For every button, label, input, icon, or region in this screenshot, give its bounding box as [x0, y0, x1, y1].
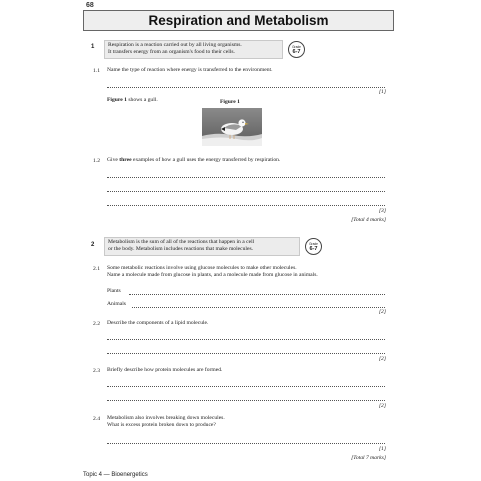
question-2-2-text: Describe the components of a lipid molecule. [107, 320, 209, 326]
question-1-intro-line1: Respiration is a reaction carried out by all living organisms. [108, 42, 242, 48]
question-2-1-text-line1: Some metabolic reactions involve using glucose molecules to make other molecules. [107, 265, 297, 271]
question-1-number: 1 [91, 44, 95, 50]
question-2-1-text-line2: Name a molecule made from glucose in plants, and a molecule made from glucose in animals. [107, 272, 318, 278]
question-2-2-number: 2.2 [93, 321, 100, 327]
question-2-intro-line1: Metabolism is the sum of all of the reactions that happen in a cell [108, 239, 255, 245]
question-2-4-text-line1: Metabolism also involves breaking down molecules. [107, 415, 225, 421]
answer-line[interactable] [107, 87, 385, 88]
title-bar [83, 10, 394, 31]
question-1-1-text: Name the type of reaction where energy is transferred to the environment. [107, 67, 273, 73]
question-1-2-text-bold: three [119, 157, 132, 163]
grade-label: Grade [309, 241, 318, 246]
question-1-1-number: 1.1 [93, 68, 100, 74]
answer-line[interactable] [107, 400, 385, 401]
figure-reference [107, 97, 158, 104]
question-2-3-text: Briefly describe how protein molecules are formed. [107, 367, 223, 373]
question-1-total: [Total 4 marks] [351, 217, 386, 223]
figure-reference-rest: shows a gull. [126, 97, 158, 103]
question-2-3-number: 2.3 [93, 368, 100, 374]
footer-topic: Topic 4 — Bioenergetics [83, 472, 148, 478]
question-2-intro-line2: or the body. Metabolism includes reactions that make molecules. [108, 246, 254, 253]
answer-line[interactable] [107, 386, 385, 387]
animals-answer-line[interactable] [132, 307, 385, 308]
page-number: 68 [86, 2, 94, 9]
question-1-1-marks: [1] [378, 89, 386, 95]
question-1-intro-box [104, 40, 283, 59]
question-1-2-text [107, 157, 280, 164]
question-2-2-marks: [2] [378, 356, 386, 362]
question-2-1-marks: [2] [378, 309, 386, 315]
plants-answer-line[interactable] [129, 294, 385, 295]
question-2-4-text-line2: What is excess protein broken down to produce? [107, 422, 216, 428]
question-2-total: [Total 7 marks] [351, 455, 386, 461]
gull-photo [202, 108, 262, 146]
question-2-number: 2 [91, 242, 95, 248]
question-2-4-marks: [1] [378, 446, 386, 452]
question-1-2-text-start: Give [107, 157, 120, 163]
question-1-intro-line2: It transfers energy from an organism's food to their cells. [108, 49, 235, 56]
question-2-intro-box [104, 237, 300, 256]
answer-line[interactable] [107, 205, 385, 206]
question-2-1-number: 2.1 [93, 266, 100, 272]
figure-reference-bold: Figure 1 [107, 97, 127, 103]
grade-label: Grade [292, 44, 301, 49]
grade-badge-q1 [288, 41, 305, 58]
grade-badge-q2 [305, 238, 322, 255]
grade-value: 6-7 [309, 245, 318, 252]
question-1-2-number: 1.2 [93, 158, 100, 164]
answer-line[interactable] [107, 339, 385, 340]
answer-line[interactable] [107, 191, 385, 192]
answer-line[interactable] [107, 443, 385, 444]
question-1-2-marks: [3] [378, 208, 386, 214]
answer-line[interactable] [107, 177, 385, 178]
grade-value: 6-7 [292, 48, 301, 55]
page-title: Respiration and Metabolism [148, 13, 329, 28]
figure-title: Figure 1 [220, 99, 240, 105]
answer-line[interactable] [107, 353, 385, 354]
question-2-3-marks: [2] [378, 403, 386, 409]
animals-label: Animals [107, 301, 126, 307]
question-1-2-text-end: examples of how a gull uses the energy transferred by respiration. [131, 157, 281, 163]
plants-label: Plants [107, 288, 121, 294]
question-2-4-number: 2.4 [93, 416, 100, 422]
